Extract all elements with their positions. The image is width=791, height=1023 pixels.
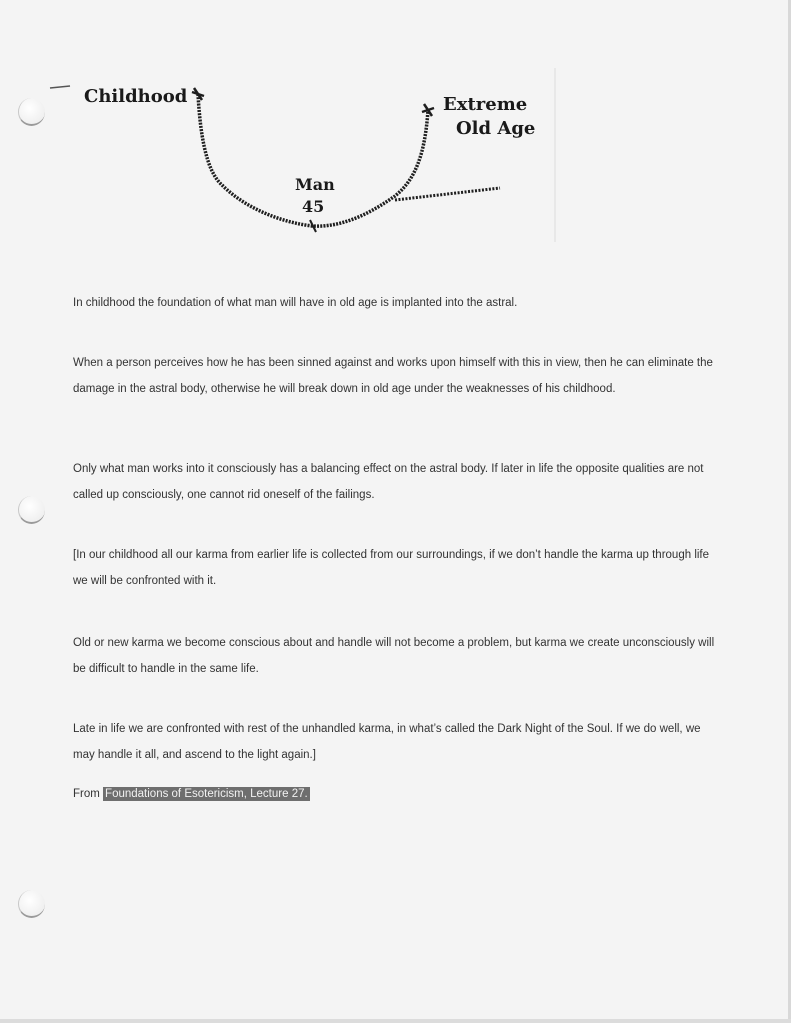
tangent-line <box>395 188 500 200</box>
label-childhood: Childhood <box>84 86 188 107</box>
paragraph-1: In childhood the foundation of what man will have in old age is implanted into the astral. <box>73 297 518 309</box>
page-edge-bottom <box>0 1019 791 1023</box>
label-old-age: Old Age <box>456 118 536 139</box>
life-curve-svg <box>40 60 600 250</box>
binder-hole-middle <box>18 496 45 524</box>
source-link[interactable]: Foundations of Esotericism, Lecture 27. <box>105 788 308 800</box>
paragraph-3: Only what man works into it consciously has a balancing effect on the astral body. If later in life the opposite qualities are not called up consciously, one cannot rid oneself of the failings. <box>73 463 704 501</box>
end-marker <box>422 104 434 116</box>
source-line <box>73 784 310 804</box>
label-age-45: 45 <box>302 197 325 216</box>
paragraph-6: Late in life we are confronted with rest of the unhandled karma, in what’s called the Dark Night of the Soul. If we do well, we may handle it all, and ascend to the light again.] <box>73 723 701 761</box>
label-extreme: Extreme <box>443 94 528 115</box>
stray-mark <box>50 86 70 88</box>
label-man: Man <box>295 175 335 194</box>
life-curve-diagram <box>40 60 600 250</box>
paragraph-2: When a person perceives how he has been sinned against and works upon himself with this in view, then he can eliminate the damage in the astral body, otherwise he will break down in old age under the weaknesses of his childhood. <box>73 357 713 395</box>
paragraph-5: Old or new karma we become conscious about and handle will not become a problem, but karma we create unconsciously will be difficult to handle in the same life. <box>73 637 715 675</box>
binder-hole-bottom <box>18 890 45 918</box>
paragraph-4: [In our childhood all our karma from earlier life is collected from our surroundings, if we don’t handle the karma up through life we will be confronted with it. <box>73 549 710 587</box>
source-prefix: From <box>73 788 100 800</box>
